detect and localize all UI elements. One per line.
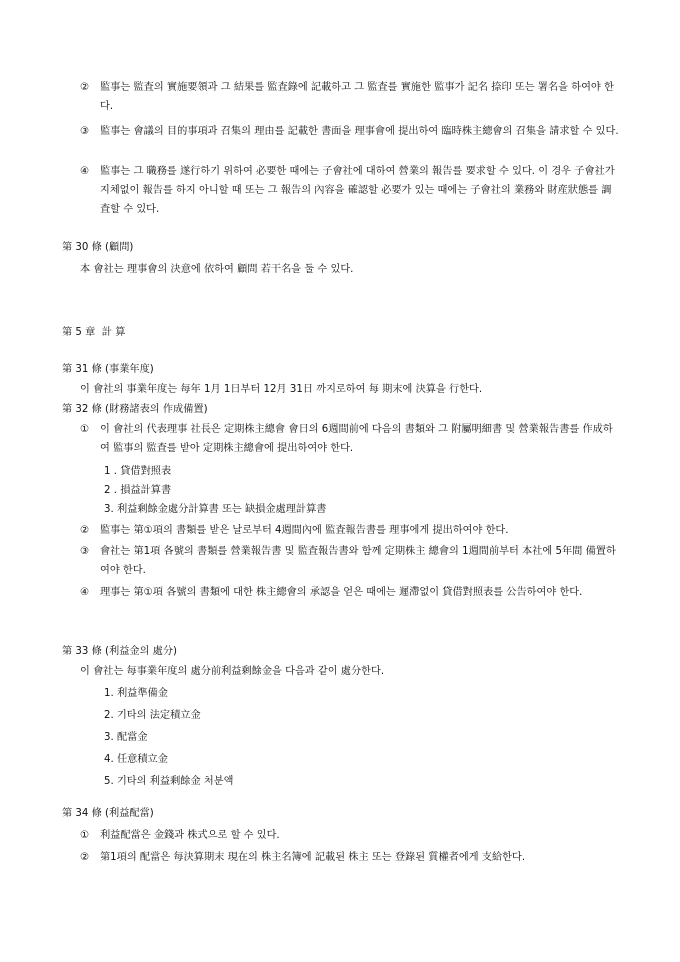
item-text: 會社는 第1項 各號의 書類를 營業報告書 및 監査報告書와 함께 定期株主 總會의 1週間前부터 本社에 5年間 備置하여야 한다.	[100, 546, 616, 576]
art32-item-4	[80, 583, 620, 602]
item-number: ②	[80, 525, 90, 536]
art32-item-1	[80, 420, 620, 458]
item-number: ④	[80, 166, 90, 177]
art29-item-4	[80, 162, 620, 219]
item-text: 監事는 會議의 目的事項과 召集의 理由를 記載한 書面을 理事會에 提出하여 臨時株主總會의 召集을 請求할 수 있다.	[100, 126, 619, 137]
art33-heading: 第 33 條 (利益金의 處分)	[62, 646, 178, 657]
item-number: ①	[80, 424, 90, 435]
art33-sub-2: 2. 기타의 法定積立金	[104, 710, 201, 721]
art34-heading: 第 34 條 (利益配當)	[62, 808, 154, 819]
art32-heading: 第 32 條 (財務諸表의 作成備置)	[62, 404, 208, 415]
art29-item-3	[80, 122, 620, 141]
art31-heading: 第 31 條 (事業年度)	[62, 364, 154, 375]
art34-item-2	[80, 848, 620, 867]
item-number: ③	[80, 546, 90, 557]
art33-body: 이 會社는 每事業年度의 處分前利益剩餘金을 다음과 같이 處分한다.	[80, 666, 385, 677]
item-text: 理事는 第①項 各號의 書類에 대한 株主總會의 承認을 얻은 때에는 遲滯없이 貸借對照表를 公告하여야 한다.	[100, 587, 583, 598]
item-text: 監事는 그 職務를 遂行하기 위하여 必要한 때에는 子會社에 대하여 營業의 報告를 要求할 수 있다. 이 경우 子會社가 지체없이 報告를 하지 아니할 때 또는 그 報告의 內容을 確認할 必要가 있는 때에는 子會社의 業務와 財産狀態를 調査할 수 있다.	[100, 166, 615, 215]
item-text: 利益配當은 金錢과 株式으로 할 수 있다.	[100, 830, 280, 841]
item-text: 監事는 監査의 實施要領과 그 結果를 監査錄에 記載하고 그 監査를 實施한 監事가 記名 捺印 또는 署名을 하여야 한다.	[100, 82, 614, 112]
art32-sub-1: 1 . 貸借對照表	[104, 466, 172, 477]
art33-sub-3: 3. 配當金	[104, 732, 148, 743]
art32-item-2	[80, 521, 620, 540]
item-number: ④	[80, 587, 90, 598]
art33-sub-5: 5. 기타의 利益剩餘金 처분액	[104, 776, 234, 787]
item-number: ①	[80, 830, 90, 841]
art29-item-2	[80, 78, 620, 116]
art31-body: 이 會社의 事業年度는 每年 1月 1日부터 12月 31日 까지로하여 每 期末에 決算을 行한다.	[80, 384, 483, 395]
item-text: 이 會社의 代表理事 社長은 定期株主總會 會日의 6週間前에 다음의 書類와 그 附屬明細書 및 營業報告書를 作成하여 監事의 監査를 받아 定期株主總會에 提出하여야 한다.	[100, 424, 613, 454]
item-text: 第1項의 配當은 每決算期末 現在의 株主名簿에 記載된 株主 또는 登錄된 質權者에게 支給한다.	[100, 852, 526, 863]
art30-heading: 第 30 條 (顧問)	[62, 242, 134, 253]
item-number: ②	[80, 852, 90, 863]
art30-body: 本 會社는 理事會의 決意에 依하여 顧問 若干名을 둘 수 있다.	[80, 264, 354, 275]
item-number: ③	[80, 126, 90, 137]
art33-sub-4: 4. 任意積立金	[104, 754, 168, 765]
item-number: ②	[80, 82, 90, 93]
art32-sub-3: 3. 利益剩餘金處分計算書 또는 缺損金處理計算書	[104, 504, 327, 515]
art33-sub-1: 1. 利益準備金	[104, 688, 168, 699]
art34-item-1	[80, 826, 620, 845]
art32-item-3	[80, 542, 620, 580]
art32-sub-2: 2 . 損益計算書	[104, 485, 172, 496]
chapter5-heading: 第 5 章 計 算	[62, 327, 126, 338]
item-text: 監事는 第①項의 書類를 받은 날로부터 4週間內에 監査報告書를 理事에게 提出하여야 한다.	[100, 525, 509, 536]
